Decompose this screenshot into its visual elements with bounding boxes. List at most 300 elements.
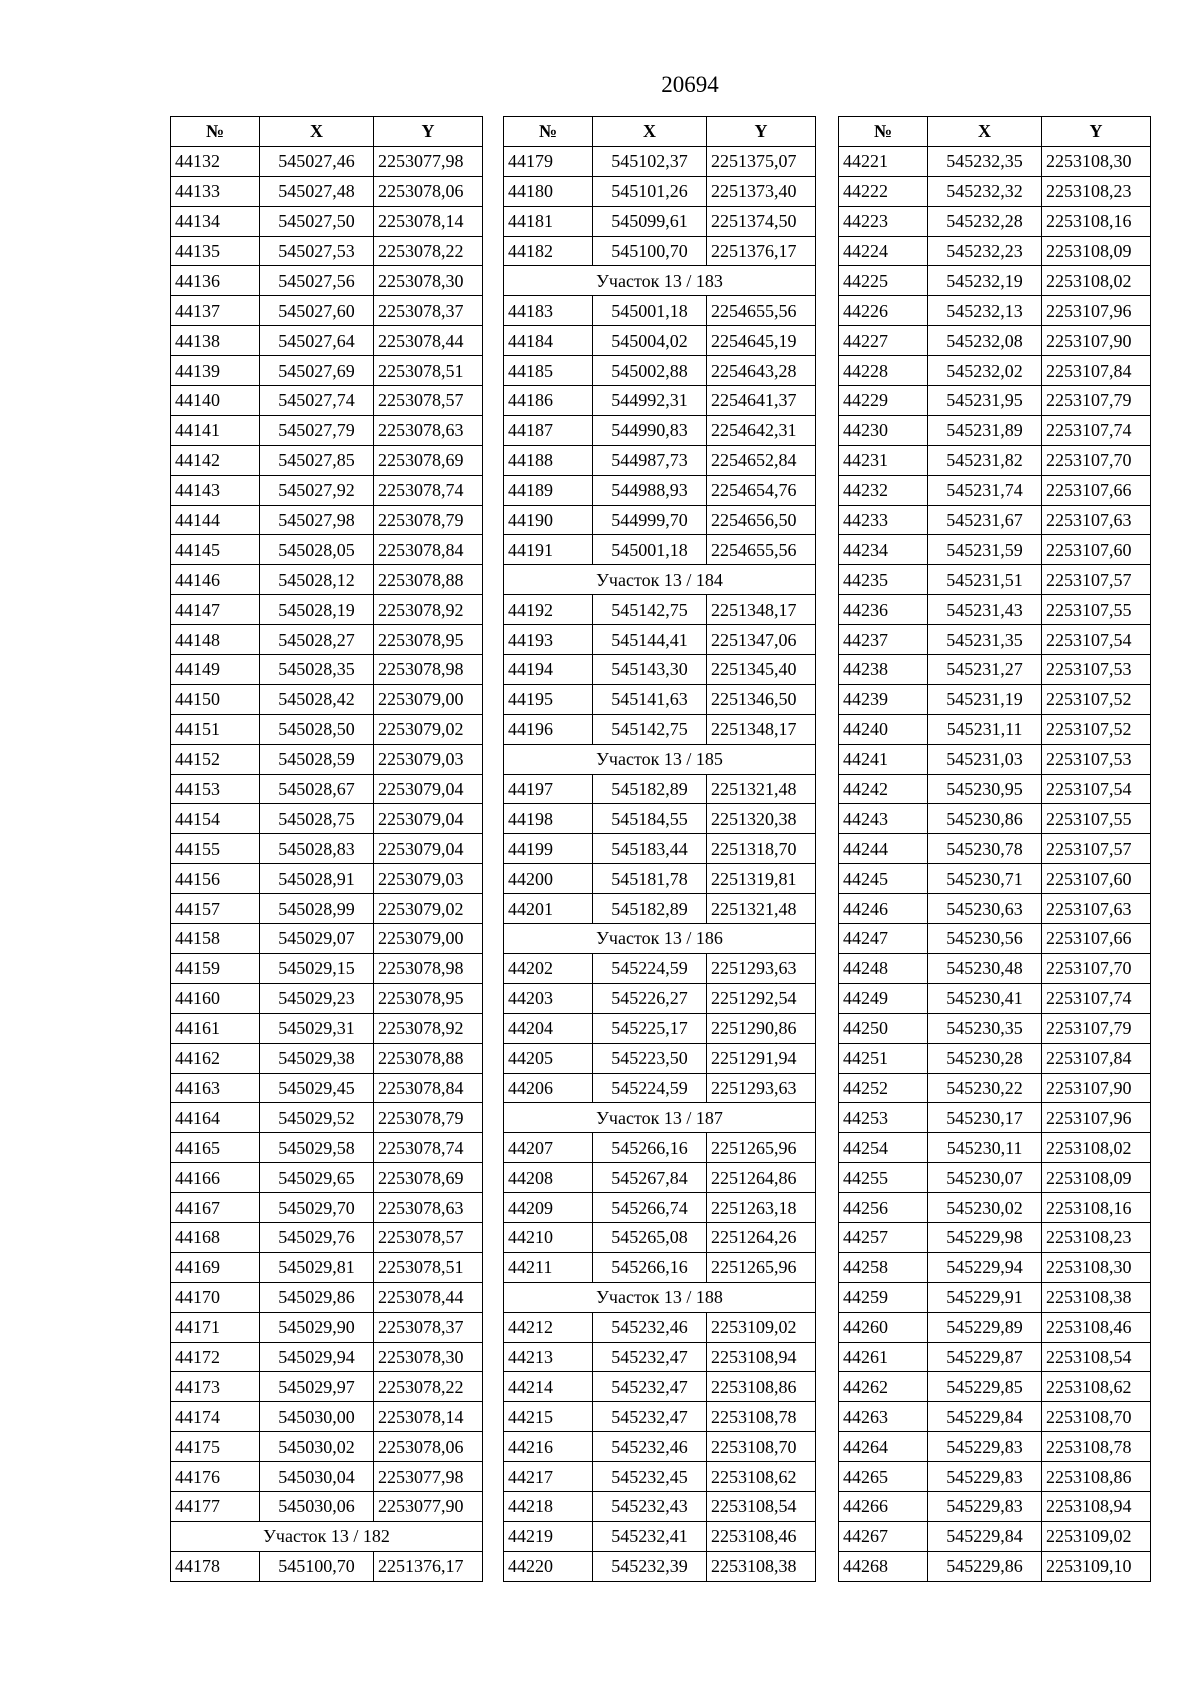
y-coordinate-cell: 2253108,94 xyxy=(1042,1491,1151,1521)
y-coordinate-cell: 2253078,74 xyxy=(374,1133,483,1163)
y-coordinate-cell: 2253078,84 xyxy=(374,1073,483,1103)
table-row xyxy=(171,1372,483,1402)
section-title: Участок 13 / 182 xyxy=(171,1521,483,1551)
point-number-cell: 44223 xyxy=(839,206,928,236)
table-row xyxy=(504,953,816,983)
y-coordinate-cell: 2253107,90 xyxy=(1042,326,1151,356)
point-number-cell: 44263 xyxy=(839,1402,928,1432)
point-number-cell: 44143 xyxy=(171,475,260,505)
point-number-cell: 44220 xyxy=(504,1551,593,1581)
y-coordinate-cell: 2254643,28 xyxy=(707,356,816,386)
table-row xyxy=(504,505,816,535)
y-coordinate-cell: 2251290,86 xyxy=(707,1013,816,1043)
x-coordinate-cell: 545226,27 xyxy=(593,983,707,1013)
table-row xyxy=(171,505,483,535)
header-row xyxy=(839,117,1151,147)
point-number-cell: 44164 xyxy=(171,1103,260,1133)
table-row xyxy=(504,1163,816,1193)
point-number-cell: 44140 xyxy=(171,386,260,416)
table-row xyxy=(171,1222,483,1252)
x-coordinate-cell: 545002,88 xyxy=(593,356,707,386)
x-coordinate-cell: 545232,45 xyxy=(593,1462,707,1492)
point-number-cell: 44165 xyxy=(171,1133,260,1163)
point-number-cell: 44228 xyxy=(839,356,928,386)
table-row xyxy=(171,714,483,744)
x-coordinate-cell: 545028,50 xyxy=(260,714,374,744)
point-number-cell: 44160 xyxy=(171,983,260,1013)
x-coordinate-cell: 545232,46 xyxy=(593,1312,707,1342)
point-number-cell: 44205 xyxy=(504,1043,593,1073)
y-coordinate-cell: 2253108,38 xyxy=(1042,1282,1151,1312)
y-coordinate-cell: 2253078,14 xyxy=(374,1402,483,1432)
y-coordinate-cell: 2254655,56 xyxy=(707,535,816,565)
y-coordinate-cell: 2253078,84 xyxy=(374,535,483,565)
x-coordinate-cell: 545182,89 xyxy=(593,774,707,804)
x-coordinate-cell: 545265,08 xyxy=(593,1222,707,1252)
table-row xyxy=(504,1491,816,1521)
point-number-cell: 44247 xyxy=(839,924,928,954)
y-coordinate-cell: 2253079,02 xyxy=(374,714,483,744)
y-coordinate-cell: 2251374,50 xyxy=(707,206,816,236)
point-number-cell: 44204 xyxy=(504,1013,593,1043)
table-row xyxy=(504,1312,816,1342)
x-coordinate-cell: 545142,75 xyxy=(593,595,707,625)
table-row xyxy=(839,236,1151,266)
y-coordinate-cell: 2253108,86 xyxy=(707,1372,816,1402)
table-row xyxy=(504,535,816,565)
table-row xyxy=(839,625,1151,655)
x-coordinate-cell: 545029,07 xyxy=(260,924,374,954)
y-coordinate-cell: 2253107,54 xyxy=(1042,625,1151,655)
y-coordinate-cell: 2253108,02 xyxy=(1042,1133,1151,1163)
table-row xyxy=(171,1551,483,1581)
x-coordinate-cell: 545230,41 xyxy=(928,983,1042,1013)
table-row xyxy=(839,864,1151,894)
table-row xyxy=(839,1133,1151,1163)
y-coordinate-cell: 2253078,69 xyxy=(374,445,483,475)
table-row xyxy=(839,1222,1151,1252)
x-coordinate-cell: 545183,44 xyxy=(593,834,707,864)
y-coordinate-cell: 2253107,55 xyxy=(1042,804,1151,834)
point-number-cell: 44137 xyxy=(171,296,260,326)
point-number-cell: 44153 xyxy=(171,774,260,804)
x-coordinate-cell: 545100,70 xyxy=(593,236,707,266)
table-row xyxy=(839,505,1151,535)
x-coordinate-cell: 545229,98 xyxy=(928,1222,1042,1252)
x-coordinate-cell: 544990,83 xyxy=(593,415,707,445)
point-number-cell: 44188 xyxy=(504,445,593,475)
y-coordinate-cell: 2253107,79 xyxy=(1042,1013,1151,1043)
section-row xyxy=(504,1103,816,1133)
y-coordinate-cell: 2253107,54 xyxy=(1042,774,1151,804)
x-coordinate-cell: 545027,92 xyxy=(260,475,374,505)
table-row xyxy=(839,146,1151,176)
table-row xyxy=(504,475,816,505)
section-title: Участок 13 / 184 xyxy=(504,565,816,595)
point-number-cell: 44144 xyxy=(171,505,260,535)
point-number-cell: 44258 xyxy=(839,1252,928,1282)
point-number-cell: 44199 xyxy=(504,834,593,864)
x-coordinate-cell: 544988,93 xyxy=(593,475,707,505)
x-coordinate-cell: 545029,45 xyxy=(260,1073,374,1103)
x-coordinate-cell: 545028,91 xyxy=(260,864,374,894)
table-row xyxy=(839,1402,1151,1432)
section-row xyxy=(171,1521,483,1551)
y-coordinate-cell: 2253079,04 xyxy=(374,804,483,834)
point-number-cell: 44206 xyxy=(504,1073,593,1103)
y-coordinate-cell: 2253078,63 xyxy=(374,415,483,445)
x-coordinate-cell: 545029,15 xyxy=(260,953,374,983)
x-coordinate-cell: 545266,74 xyxy=(593,1193,707,1223)
y-coordinate-cell: 2251291,94 xyxy=(707,1043,816,1073)
point-number-cell: 44200 xyxy=(504,864,593,894)
x-coordinate-cell: 545229,91 xyxy=(928,1282,1042,1312)
table-row xyxy=(171,1133,483,1163)
point-number-cell: 44222 xyxy=(839,176,928,206)
y-coordinate-cell: 2253107,84 xyxy=(1042,1043,1151,1073)
x-coordinate-cell: 545030,00 xyxy=(260,1402,374,1432)
header-y: Y xyxy=(1042,117,1151,147)
x-coordinate-cell: 545266,16 xyxy=(593,1133,707,1163)
point-number-cell: 44134 xyxy=(171,206,260,236)
point-number-cell: 44157 xyxy=(171,894,260,924)
y-coordinate-cell: 2253077,98 xyxy=(374,146,483,176)
y-coordinate-cell: 2253078,98 xyxy=(374,953,483,983)
table-row xyxy=(504,1521,816,1551)
table-row xyxy=(504,1252,816,1282)
table-row xyxy=(504,714,816,744)
table-row xyxy=(171,236,483,266)
point-number-cell: 44255 xyxy=(839,1163,928,1193)
table-row xyxy=(171,445,483,475)
y-coordinate-cell: 2253078,30 xyxy=(374,1342,483,1372)
point-number-cell: 44175 xyxy=(171,1432,260,1462)
point-number-cell: 44171 xyxy=(171,1312,260,1342)
x-coordinate-cell: 545184,55 xyxy=(593,804,707,834)
table-row xyxy=(839,1342,1151,1372)
x-coordinate-cell: 545182,89 xyxy=(593,894,707,924)
point-number-cell: 44156 xyxy=(171,864,260,894)
table-row xyxy=(171,834,483,864)
table-row xyxy=(171,535,483,565)
point-number-cell: 44193 xyxy=(504,625,593,655)
table-row xyxy=(171,924,483,954)
point-number-cell: 44238 xyxy=(839,655,928,685)
y-coordinate-cell: 2253107,74 xyxy=(1042,983,1151,1013)
x-coordinate-cell: 545232,41 xyxy=(593,1521,707,1551)
section-row xyxy=(504,744,816,774)
point-number-cell: 44229 xyxy=(839,386,928,416)
point-number-cell: 44174 xyxy=(171,1402,260,1432)
y-coordinate-cell: 2253077,98 xyxy=(374,1462,483,1492)
point-number-cell: 44219 xyxy=(504,1521,593,1551)
point-number-cell: 44233 xyxy=(839,505,928,535)
table-row xyxy=(839,655,1151,685)
x-coordinate-cell: 545027,74 xyxy=(260,386,374,416)
x-coordinate-cell: 545030,06 xyxy=(260,1491,374,1521)
point-number-cell: 44217 xyxy=(504,1462,593,1492)
y-coordinate-cell: 2251265,96 xyxy=(707,1133,816,1163)
y-coordinate-cell: 2253078,74 xyxy=(374,475,483,505)
y-coordinate-cell: 2251346,50 xyxy=(707,684,816,714)
point-number-cell: 44183 xyxy=(504,296,593,326)
point-number-cell: 44256 xyxy=(839,1193,928,1223)
y-coordinate-cell: 2251348,17 xyxy=(707,714,816,744)
x-coordinate-cell: 545231,43 xyxy=(928,595,1042,625)
table-row xyxy=(504,176,816,206)
table-row xyxy=(504,684,816,714)
table-row xyxy=(171,1462,483,1492)
y-coordinate-cell: 2253079,03 xyxy=(374,864,483,894)
y-coordinate-cell: 2253109,10 xyxy=(1042,1551,1151,1581)
y-coordinate-cell: 2253078,95 xyxy=(374,983,483,1013)
point-number-cell: 44268 xyxy=(839,1551,928,1581)
x-coordinate-cell: 545027,53 xyxy=(260,236,374,266)
y-coordinate-cell: 2253078,98 xyxy=(374,655,483,685)
point-number-cell: 44202 xyxy=(504,953,593,983)
y-coordinate-cell: 2253078,88 xyxy=(374,1043,483,1073)
point-number-cell: 44221 xyxy=(839,146,928,176)
x-coordinate-cell: 545029,81 xyxy=(260,1252,374,1282)
table-row xyxy=(839,535,1151,565)
point-number-cell: 44194 xyxy=(504,655,593,685)
x-coordinate-cell: 545027,48 xyxy=(260,176,374,206)
table-row xyxy=(171,1043,483,1073)
x-coordinate-cell: 545232,47 xyxy=(593,1342,707,1372)
x-coordinate-cell: 545230,56 xyxy=(928,924,1042,954)
y-coordinate-cell: 2253078,95 xyxy=(374,625,483,655)
point-number-cell: 44249 xyxy=(839,983,928,1013)
y-coordinate-cell: 2253079,00 xyxy=(374,684,483,714)
table-row xyxy=(171,1013,483,1043)
x-coordinate-cell: 545232,46 xyxy=(593,1432,707,1462)
table-row xyxy=(504,655,816,685)
table-row xyxy=(171,1491,483,1521)
point-number-cell: 44246 xyxy=(839,894,928,924)
y-coordinate-cell: 2253107,52 xyxy=(1042,684,1151,714)
table-row xyxy=(839,714,1151,744)
table-row xyxy=(839,774,1151,804)
x-coordinate-cell: 545231,19 xyxy=(928,684,1042,714)
y-coordinate-cell: 2253107,84 xyxy=(1042,356,1151,386)
table-row xyxy=(839,266,1151,296)
x-coordinate-cell: 545141,63 xyxy=(593,684,707,714)
point-number-cell: 44261 xyxy=(839,1342,928,1372)
y-coordinate-cell: 2253079,04 xyxy=(374,834,483,864)
table-row xyxy=(504,834,816,864)
table-row xyxy=(171,1163,483,1193)
table-row xyxy=(839,1312,1151,1342)
point-number-cell: 44248 xyxy=(839,953,928,983)
x-coordinate-cell: 545001,18 xyxy=(593,296,707,326)
point-number-cell: 44208 xyxy=(504,1163,593,1193)
point-number-cell: 44180 xyxy=(504,176,593,206)
x-coordinate-cell: 545028,59 xyxy=(260,744,374,774)
table-row xyxy=(171,386,483,416)
x-coordinate-cell: 545029,52 xyxy=(260,1103,374,1133)
point-number-cell: 44231 xyxy=(839,445,928,475)
y-coordinate-cell: 2253108,70 xyxy=(707,1432,816,1462)
table-row xyxy=(504,1043,816,1073)
point-number-cell: 44182 xyxy=(504,236,593,266)
x-coordinate-cell: 545231,03 xyxy=(928,744,1042,774)
point-number-cell: 44139 xyxy=(171,356,260,386)
x-coordinate-cell: 545232,02 xyxy=(928,356,1042,386)
y-coordinate-cell: 2253107,66 xyxy=(1042,475,1151,505)
table-row xyxy=(171,655,483,685)
x-coordinate-cell: 545028,12 xyxy=(260,565,374,595)
table-row xyxy=(839,206,1151,236)
coordinates-table-2 xyxy=(503,116,816,1582)
table-row xyxy=(504,1013,816,1043)
x-coordinate-cell: 545230,48 xyxy=(928,953,1042,983)
table-row xyxy=(171,1342,483,1372)
x-coordinate-cell: 545232,47 xyxy=(593,1402,707,1432)
y-coordinate-cell: 2251320,38 xyxy=(707,804,816,834)
x-coordinate-cell: 545232,47 xyxy=(593,1372,707,1402)
table-row xyxy=(504,595,816,625)
point-number-cell: 44136 xyxy=(171,266,260,296)
y-coordinate-cell: 2253079,04 xyxy=(374,774,483,804)
x-coordinate-cell: 545224,59 xyxy=(593,953,707,983)
y-coordinate-cell: 2253108,86 xyxy=(1042,1462,1151,1492)
point-number-cell: 44251 xyxy=(839,1043,928,1073)
point-number-cell: 44132 xyxy=(171,146,260,176)
x-coordinate-cell: 545230,07 xyxy=(928,1163,1042,1193)
header-y: Y xyxy=(707,117,816,147)
y-coordinate-cell: 2254655,56 xyxy=(707,296,816,326)
table-row xyxy=(839,415,1151,445)
x-coordinate-cell: 545029,86 xyxy=(260,1282,374,1312)
point-number-cell: 44190 xyxy=(504,505,593,535)
y-coordinate-cell: 2253108,09 xyxy=(1042,236,1151,266)
x-coordinate-cell: 545231,89 xyxy=(928,415,1042,445)
section-row xyxy=(504,1282,816,1312)
x-coordinate-cell: 545230,11 xyxy=(928,1133,1042,1163)
point-number-cell: 44158 xyxy=(171,924,260,954)
point-number-cell: 44189 xyxy=(504,475,593,505)
y-coordinate-cell: 2253107,60 xyxy=(1042,864,1151,894)
point-number-cell: 44142 xyxy=(171,445,260,475)
point-number-cell: 44259 xyxy=(839,1282,928,1312)
x-coordinate-cell: 545232,39 xyxy=(593,1551,707,1581)
point-number-cell: 44168 xyxy=(171,1222,260,1252)
x-coordinate-cell: 545027,50 xyxy=(260,206,374,236)
x-coordinate-cell: 545232,43 xyxy=(593,1491,707,1521)
x-coordinate-cell: 545229,94 xyxy=(928,1252,1042,1282)
table-row xyxy=(504,804,816,834)
table-row xyxy=(839,1491,1151,1521)
x-coordinate-cell: 545231,67 xyxy=(928,505,1042,535)
point-number-cell: 44163 xyxy=(171,1073,260,1103)
table-row xyxy=(839,1073,1151,1103)
point-number-cell: 44227 xyxy=(839,326,928,356)
table-row xyxy=(839,804,1151,834)
x-coordinate-cell: 545229,83 xyxy=(928,1462,1042,1492)
table-row xyxy=(171,1432,483,1462)
x-coordinate-cell: 545230,63 xyxy=(928,894,1042,924)
table-row xyxy=(504,864,816,894)
x-coordinate-cell: 545027,46 xyxy=(260,146,374,176)
table-row xyxy=(171,176,483,206)
table-row xyxy=(171,983,483,1013)
point-number-cell: 44173 xyxy=(171,1372,260,1402)
table-row xyxy=(171,1252,483,1282)
table-row xyxy=(839,1521,1151,1551)
y-coordinate-cell: 2253078,22 xyxy=(374,1372,483,1402)
point-number-cell: 44226 xyxy=(839,296,928,326)
x-coordinate-cell: 545027,64 xyxy=(260,326,374,356)
x-coordinate-cell: 545028,27 xyxy=(260,625,374,655)
x-coordinate-cell: 545230,78 xyxy=(928,834,1042,864)
table-row xyxy=(839,1163,1151,1193)
point-number-cell: 44242 xyxy=(839,774,928,804)
y-coordinate-cell: 2253078,57 xyxy=(374,386,483,416)
y-coordinate-cell: 2253108,62 xyxy=(1042,1372,1151,1402)
point-number-cell: 44179 xyxy=(504,146,593,176)
point-number-cell: 44241 xyxy=(839,744,928,774)
point-number-cell: 44237 xyxy=(839,625,928,655)
y-coordinate-cell: 2253078,06 xyxy=(374,176,483,206)
point-number-cell: 44260 xyxy=(839,1312,928,1342)
x-coordinate-cell: 545232,19 xyxy=(928,266,1042,296)
x-coordinate-cell: 545232,32 xyxy=(928,176,1042,206)
x-coordinate-cell: 545029,94 xyxy=(260,1342,374,1372)
y-coordinate-cell: 2253107,63 xyxy=(1042,505,1151,535)
point-number-cell: 44184 xyxy=(504,326,593,356)
x-coordinate-cell: 545029,31 xyxy=(260,1013,374,1043)
x-coordinate-cell: 545232,23 xyxy=(928,236,1042,266)
point-number-cell: 44240 xyxy=(839,714,928,744)
point-number-cell: 44181 xyxy=(504,206,593,236)
y-coordinate-cell: 2253078,92 xyxy=(374,1013,483,1043)
table-row xyxy=(839,1103,1151,1133)
y-coordinate-cell: 2251373,40 xyxy=(707,176,816,206)
table-row xyxy=(171,146,483,176)
y-coordinate-cell: 2253078,06 xyxy=(374,1432,483,1462)
y-coordinate-cell: 2253108,16 xyxy=(1042,1193,1151,1223)
x-coordinate-cell: 545029,65 xyxy=(260,1163,374,1193)
x-coordinate-cell: 545229,84 xyxy=(928,1402,1042,1432)
point-number-cell: 44150 xyxy=(171,684,260,714)
table-row xyxy=(839,1551,1151,1581)
point-number-cell: 44177 xyxy=(171,1491,260,1521)
y-coordinate-cell: 2253109,02 xyxy=(1042,1521,1151,1551)
x-coordinate-cell: 545028,05 xyxy=(260,535,374,565)
x-coordinate-cell: 545230,86 xyxy=(928,804,1042,834)
y-coordinate-cell: 2253079,00 xyxy=(374,924,483,954)
y-coordinate-cell: 2253108,94 xyxy=(707,1342,816,1372)
table-row xyxy=(504,1342,816,1372)
point-number-cell: 44196 xyxy=(504,714,593,744)
y-coordinate-cell: 2253078,22 xyxy=(374,236,483,266)
header-number: № xyxy=(839,117,928,147)
y-coordinate-cell: 2253079,03 xyxy=(374,744,483,774)
x-coordinate-cell: 545230,02 xyxy=(928,1193,1042,1223)
x-coordinate-cell: 545028,75 xyxy=(260,804,374,834)
section-title: Участок 13 / 185 xyxy=(504,744,816,774)
table-row xyxy=(839,356,1151,386)
y-coordinate-cell: 2253078,69 xyxy=(374,1163,483,1193)
y-coordinate-cell: 2253108,30 xyxy=(1042,146,1151,176)
x-coordinate-cell: 545001,18 xyxy=(593,535,707,565)
point-number-cell: 44141 xyxy=(171,415,260,445)
section-title: Участок 13 / 183 xyxy=(504,266,816,296)
y-coordinate-cell: 2253077,90 xyxy=(374,1491,483,1521)
table-row xyxy=(171,953,483,983)
table-row xyxy=(504,1551,816,1581)
y-coordinate-cell: 2253107,55 xyxy=(1042,595,1151,625)
